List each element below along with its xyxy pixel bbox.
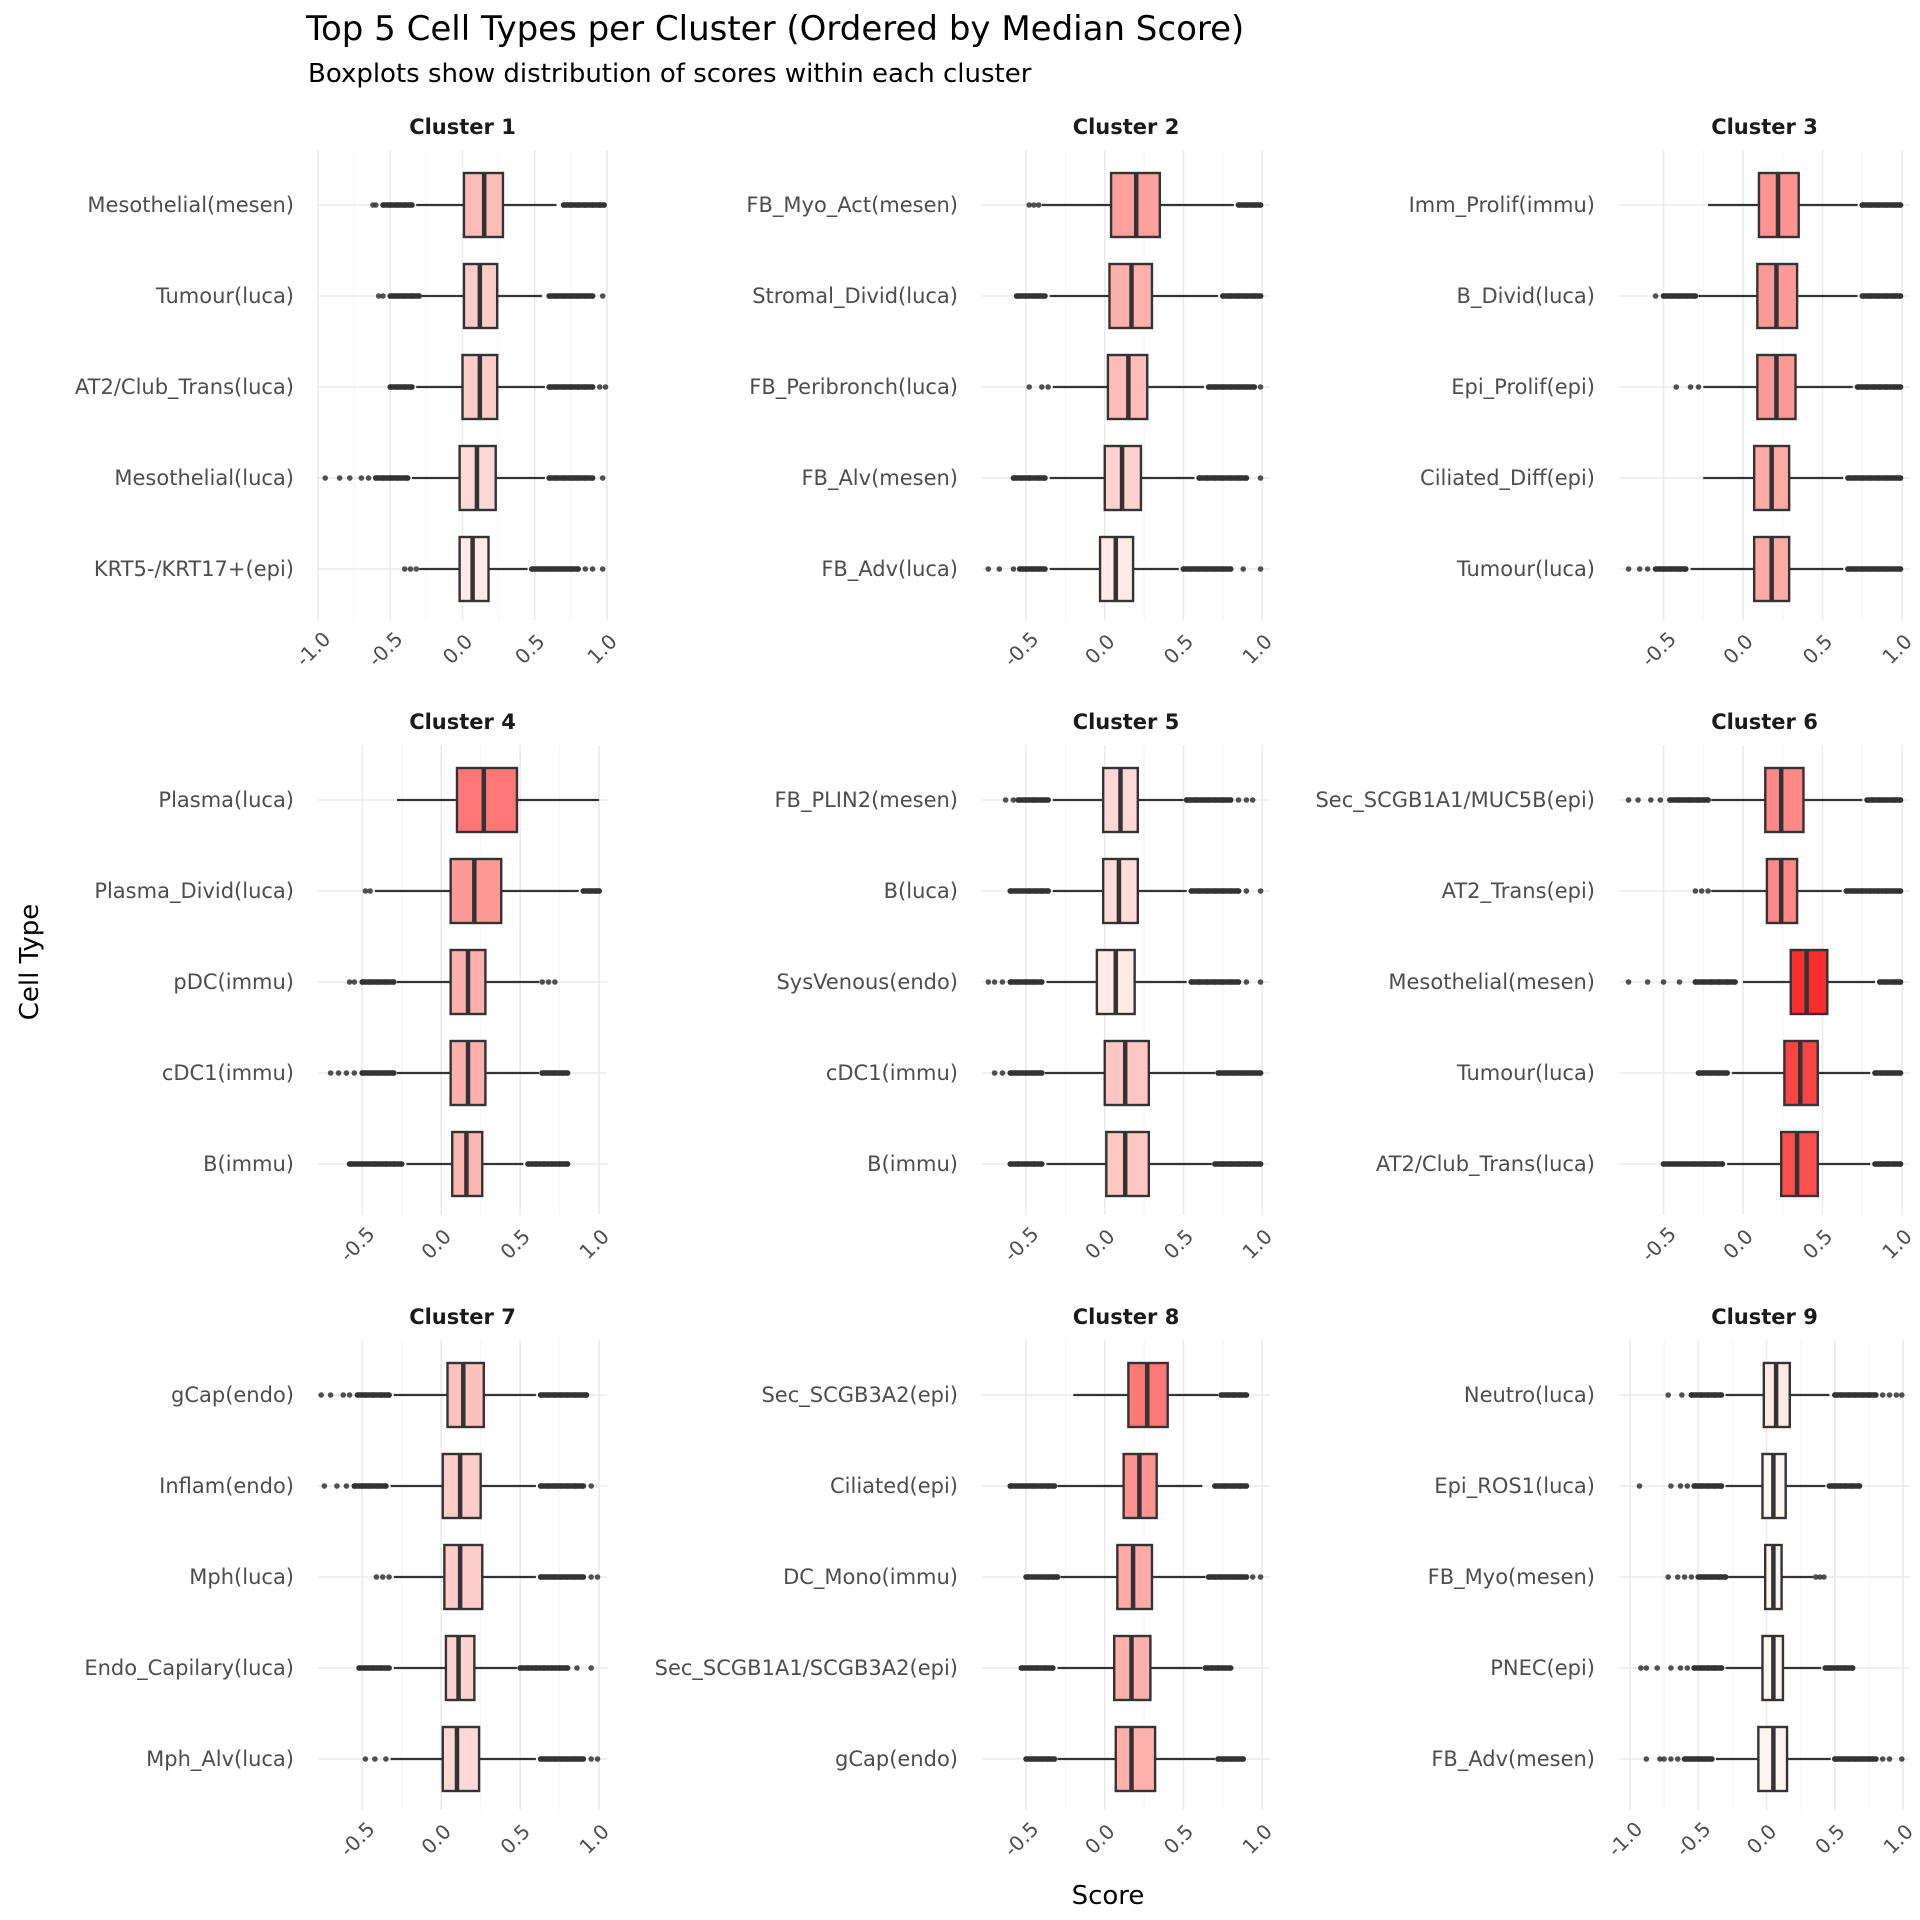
box-Mesothelial(mesen) xyxy=(1388,950,1903,1014)
category-label: DC_Mono(immu) xyxy=(783,1565,958,1589)
x-tick-label: 0.5 xyxy=(495,1224,535,1264)
x-tick-label: 0.5 xyxy=(1797,1224,1838,1264)
x-tick-label: 1.0 xyxy=(1237,1819,1277,1859)
outlier-point xyxy=(344,1070,350,1076)
x-tick-label: -0.5 xyxy=(998,1816,1044,1862)
outlier-point xyxy=(1039,384,1045,390)
outlier-point xyxy=(1240,566,1246,572)
panel-cluster-6 xyxy=(1315,710,1916,1266)
x-tick-label: 0.5 xyxy=(1158,1224,1199,1264)
outlier-point xyxy=(347,979,353,985)
panel-cluster-7 xyxy=(84,1305,614,1861)
box-Ciliated(epi) xyxy=(830,1454,1249,1518)
x-tick-label: 1.0 xyxy=(1237,629,1277,669)
outlier-point xyxy=(322,475,328,481)
category-label: PNEC(epi) xyxy=(1490,1656,1595,1680)
panel-cluster-8 xyxy=(655,1305,1277,1861)
outlier-point xyxy=(1661,979,1667,985)
panel-title: Cluster 1 xyxy=(409,115,516,139)
x-tick-label: 1.0 xyxy=(574,1224,614,1264)
x-axis-label: Score xyxy=(1071,1881,1145,1911)
outlier-point xyxy=(588,1574,594,1580)
outlier-point xyxy=(1236,797,1242,803)
box-SysVenous(endo) xyxy=(776,950,1263,1014)
outlier-point xyxy=(600,293,606,299)
category-label: Mesothelial(mesen) xyxy=(87,193,294,217)
box-gCap(endo) xyxy=(835,1727,1246,1791)
box-Epi_Prolif(epi) xyxy=(1451,355,1903,419)
outlier-point xyxy=(985,979,991,985)
outlier-point xyxy=(552,979,558,985)
x-tick-label: 1.0 xyxy=(1237,1224,1277,1264)
x-tick-label: 0.5 xyxy=(1797,629,1838,669)
category-label: AT2_Trans(epi) xyxy=(1441,879,1595,903)
category-label: Mesothelial(mesen) xyxy=(1388,970,1595,994)
x-tick-label: -0.5 xyxy=(1636,626,1681,672)
x-tick-label: -0.5 xyxy=(334,1816,380,1862)
outlier-point xyxy=(1637,1483,1643,1489)
box-Sec_SCGB1A1/MUC5B(epi) xyxy=(1315,768,1903,832)
outlier-point xyxy=(1668,1483,1674,1489)
outlier-point xyxy=(588,1665,594,1671)
outlier-point xyxy=(1821,1574,1827,1580)
outlier-point xyxy=(595,1574,601,1580)
box-Neutro(luca) xyxy=(1464,1363,1905,1427)
y-axis-label: Cell Type xyxy=(15,903,45,1021)
x-tick-label: 1.0 xyxy=(1878,1819,1918,1859)
x-tick-label: 1.0 xyxy=(1877,1224,1917,1264)
outlier-point xyxy=(1678,1665,1684,1671)
outlier-point xyxy=(997,566,1003,572)
panel-cluster-9 xyxy=(1428,1305,1918,1861)
outlier-point xyxy=(1635,797,1641,803)
panel-cluster-1 xyxy=(75,115,622,671)
outlier-point xyxy=(363,888,369,894)
outlier-point xyxy=(1645,979,1651,985)
outlier-point xyxy=(1887,1392,1893,1398)
x-tick-label: 0.5 xyxy=(1158,1819,1199,1859)
outlier-point xyxy=(408,566,414,572)
panel-title: Cluster 2 xyxy=(1072,115,1180,139)
category-label: cDC1(immu) xyxy=(161,1061,294,1085)
box-iqr xyxy=(444,1545,482,1609)
outlier-point xyxy=(1637,566,1643,572)
outlier-point xyxy=(583,566,589,572)
outlier-point xyxy=(992,979,998,985)
outlier-point xyxy=(1665,1574,1671,1580)
category-label: FB_Peribronch(luca) xyxy=(749,375,958,399)
category-label: Plasma(luca) xyxy=(158,788,294,812)
outlier-point xyxy=(1894,1392,1900,1398)
category-label: Mph(luca) xyxy=(189,1565,294,1589)
category-label: Sec_SCGB1A1/SCGB3A2(epi) xyxy=(654,1656,958,1680)
outlier-point xyxy=(590,566,596,572)
x-tick-label: 0.5 xyxy=(495,1819,535,1859)
outlier-point xyxy=(1673,384,1679,390)
box-iqr xyxy=(443,1727,479,1791)
outlier-point xyxy=(1654,1665,1660,1671)
outlier-point xyxy=(546,979,552,985)
outlier-point xyxy=(1244,888,1250,894)
outlier-point xyxy=(1011,797,1017,803)
category-label: AT2/Club_Trans(luca) xyxy=(74,375,294,399)
box-B(luca) xyxy=(884,859,1264,923)
outlier-point xyxy=(1011,566,1017,572)
x-tick-label: 1.0 xyxy=(1877,629,1917,669)
category-label: B(immu) xyxy=(867,1152,958,1176)
category-label: B(immu) xyxy=(203,1152,294,1176)
outlier-point xyxy=(374,1574,380,1580)
panel-title: Cluster 3 xyxy=(1711,115,1818,139)
outlier-point xyxy=(1668,1665,1674,1671)
outlier-point xyxy=(1668,1756,1674,1762)
outlier-point xyxy=(539,979,545,985)
outlier-point xyxy=(1258,384,1264,390)
outlier-point xyxy=(322,1483,328,1489)
x-tick-label: 0.0 xyxy=(1741,1819,1782,1859)
x-tick-label: -0.5 xyxy=(1671,1816,1716,1862)
category-label: Neutro(luca) xyxy=(1463,1383,1595,1407)
outlier-point xyxy=(366,475,372,481)
category-label: Tumour(luca) xyxy=(1456,557,1595,581)
outlier-point xyxy=(1665,1392,1671,1398)
outlier-point xyxy=(359,475,365,481)
x-tick-label: 0.0 xyxy=(1080,629,1120,669)
x-tick-label: -1.0 xyxy=(290,626,336,672)
outlier-point xyxy=(1880,1756,1886,1762)
category-label: Plasma_Divid(luca) xyxy=(94,879,294,903)
box-Inflam(endo) xyxy=(159,1454,594,1518)
chart-subtitle: Boxplots show distribution of scores within each cluster xyxy=(308,59,1032,89)
x-tick-label: 0.5 xyxy=(1158,629,1199,669)
outlier-point xyxy=(413,566,419,572)
outlier-point xyxy=(1250,1574,1256,1580)
category-label: Tumour(luca) xyxy=(1456,1061,1595,1085)
outlier-point xyxy=(1689,1574,1695,1580)
outlier-point xyxy=(386,1574,392,1580)
outlier-point xyxy=(1026,202,1032,208)
x-tick-label: 0.0 xyxy=(1718,629,1758,669)
x-tick-label: 0.5 xyxy=(510,629,550,669)
outlier-point xyxy=(1880,1392,1886,1398)
category-label: B_Divid(luca) xyxy=(1456,284,1595,308)
outlier-point xyxy=(1626,566,1632,572)
outlier-point xyxy=(603,384,609,390)
box-cDC1(immu) xyxy=(162,1041,571,1105)
outlier-point xyxy=(1696,384,1702,390)
outlier-point xyxy=(347,1392,353,1398)
box-iqr xyxy=(457,768,517,832)
x-tick-label: 0.0 xyxy=(416,1819,456,1859)
box-cDC1(immu) xyxy=(826,1041,1264,1105)
category-label: SysVenous(endo) xyxy=(776,970,958,994)
category-label: FB_PLIN2(mesen) xyxy=(774,788,958,812)
outlier-point xyxy=(985,566,991,572)
outlier-point xyxy=(1679,1392,1685,1398)
box-iqr xyxy=(1765,768,1803,832)
outlier-point xyxy=(1899,1756,1905,1762)
category-label: Sec_SCGB3A2(epi) xyxy=(761,1383,958,1407)
outlier-point xyxy=(347,475,353,481)
outlier-point xyxy=(318,1392,324,1398)
x-tick-label: -0.5 xyxy=(998,1221,1044,1267)
outlier-point xyxy=(1899,1392,1905,1398)
outlier-point xyxy=(334,1483,340,1489)
outlier-point xyxy=(588,1483,594,1489)
outlier-point xyxy=(380,1574,386,1580)
category-label: cDC1(immu) xyxy=(825,1061,958,1085)
outlier-point xyxy=(1003,797,1009,803)
box-iqr xyxy=(1781,1132,1818,1196)
outlier-point xyxy=(1258,566,1264,572)
category-label: Ciliated(epi) xyxy=(830,1474,958,1498)
category-label: FB_Myo(mesen) xyxy=(1427,1565,1595,1589)
panel-title: Cluster 6 xyxy=(1711,710,1818,734)
outlier-point xyxy=(595,1756,601,1762)
outlier-point xyxy=(383,1756,389,1762)
outlier-point xyxy=(1244,797,1250,803)
panel-title: Cluster 9 xyxy=(1711,1305,1818,1329)
outlier-point xyxy=(1675,1756,1681,1762)
box-Mph_Alv(luca) xyxy=(146,1727,600,1791)
outlier-point xyxy=(1658,797,1664,803)
outlier-point xyxy=(344,1483,350,1489)
outlier-point xyxy=(1644,1756,1650,1762)
outlier-point xyxy=(1699,888,1705,894)
outlier-point xyxy=(1000,979,1006,985)
facet-panels xyxy=(75,115,1918,1861)
outlier-point xyxy=(1657,1756,1663,1762)
panel-title: Cluster 7 xyxy=(409,1305,516,1329)
box-iqr xyxy=(1791,950,1828,1014)
outlier-point xyxy=(1045,384,1051,390)
x-tick-label: 0.0 xyxy=(416,1224,456,1264)
outlier-point xyxy=(402,566,408,572)
panel-cluster-5 xyxy=(774,710,1276,1266)
outlier-point xyxy=(588,1756,594,1762)
category-label: Epi_ROS1(luca) xyxy=(1434,1474,1595,1498)
x-tick-label: -1.0 xyxy=(1602,1816,1648,1862)
panel-cluster-4 xyxy=(94,710,614,1266)
outlier-point xyxy=(1682,1574,1688,1580)
outlier-point xyxy=(1688,384,1694,390)
panel-title: Cluster 5 xyxy=(1072,710,1180,734)
box-iqr xyxy=(1116,1727,1155,1791)
outlier-point xyxy=(1258,1574,1264,1580)
outlier-point xyxy=(363,1756,369,1762)
x-tick-label: 0.0 xyxy=(1718,1224,1758,1264)
outlier-point xyxy=(336,1070,342,1076)
x-tick-label: 1.0 xyxy=(574,1819,614,1859)
outlier-point xyxy=(370,202,376,208)
category-label: Endo_Capilary(luca) xyxy=(84,1656,294,1680)
box-Mph(luca) xyxy=(189,1545,600,1609)
outlier-point xyxy=(352,1070,358,1076)
outlier-point xyxy=(1000,1070,1006,1076)
outlier-point xyxy=(376,293,382,299)
box-FB_Alv(mesen) xyxy=(801,446,1263,510)
category-label: FB_Myo_Act(mesen) xyxy=(746,193,958,217)
outlier-point xyxy=(1644,1665,1650,1671)
box-iqr xyxy=(1106,1132,1148,1196)
category-label: Mesothelial(luca) xyxy=(114,466,294,490)
category-label: B(luca) xyxy=(883,879,958,903)
panel-title: Cluster 4 xyxy=(409,710,516,734)
chart-title: Top 5 Cell Types per Cluster (Ordered by Median Score) xyxy=(306,9,1245,49)
outlier-point xyxy=(1677,979,1683,985)
category-label: FB_Adv(mesen) xyxy=(1431,1747,1595,1771)
x-tick-label: -0.5 xyxy=(1636,1221,1681,1267)
outlier-point xyxy=(574,1665,580,1671)
category-label: Ciliated_Diff(epi) xyxy=(1420,466,1595,490)
outlier-point xyxy=(1258,979,1264,985)
category-label: Stromal_Divid(luca) xyxy=(752,284,958,308)
outlier-point xyxy=(1685,1665,1691,1671)
category-label: gCap(endo) xyxy=(171,1383,294,1407)
x-tick-label: 1.0 xyxy=(582,629,622,669)
outlier-point xyxy=(1685,1483,1691,1489)
outlier-point xyxy=(1887,1756,1893,1762)
category-label: KRT5-/KRT17+(epi) xyxy=(93,557,294,581)
outlier-point xyxy=(1675,1574,1681,1580)
outlier-point xyxy=(337,475,343,481)
box-Mesothelial(luca) xyxy=(114,446,605,510)
x-tick-label: 0.0 xyxy=(437,629,478,669)
outlier-point xyxy=(1653,293,1659,299)
category-label: FB_Adv(luca) xyxy=(821,557,958,581)
outlier-point xyxy=(597,384,603,390)
box-gCap(endo) xyxy=(171,1363,589,1427)
box-B(immu) xyxy=(203,1132,570,1196)
panel-cluster-3 xyxy=(1409,115,1917,671)
outlier-point xyxy=(328,1070,334,1076)
category-label: Mph_Alv(luca) xyxy=(146,1747,294,1771)
category-label: gCap(endo) xyxy=(835,1747,958,1771)
category-label: pDC(immu) xyxy=(173,970,294,994)
outlier-point xyxy=(1638,1665,1644,1671)
outlier-point xyxy=(1693,888,1699,894)
category-label: Imm_Prolif(immu) xyxy=(1408,193,1595,217)
category-label: Tumour(luca) xyxy=(155,284,294,308)
outlier-point xyxy=(1626,979,1632,985)
outlier-point xyxy=(1258,888,1264,894)
outlier-point xyxy=(328,1392,334,1398)
box-pDC(immu) xyxy=(173,950,557,1014)
x-tick-label: -0.5 xyxy=(334,1221,380,1267)
outlier-point xyxy=(600,475,606,481)
category-label: Sec_SCGB1A1/MUC5B(epi) xyxy=(1315,788,1595,812)
outlier-point xyxy=(340,1392,346,1398)
outlier-point xyxy=(1678,1483,1684,1489)
outlier-point xyxy=(1026,384,1032,390)
category-label: Inflam(endo) xyxy=(159,1474,294,1498)
box-Tumour(luca) xyxy=(155,264,606,328)
outlier-point xyxy=(1626,797,1632,803)
x-tick-label: -0.5 xyxy=(998,626,1044,672)
outlier-point xyxy=(600,566,606,572)
x-tick-label: 0.0 xyxy=(1080,1224,1120,1264)
outlier-point xyxy=(1705,888,1711,894)
box-Tumour(luca) xyxy=(1456,537,1903,601)
x-tick-label: 0.0 xyxy=(1080,1819,1120,1859)
outlier-point xyxy=(1244,979,1250,985)
x-tick-label: -0.5 xyxy=(363,626,408,672)
category-label: FB_Alv(mesen) xyxy=(801,466,958,490)
outlier-point xyxy=(1258,475,1264,481)
outlier-point xyxy=(992,1070,998,1076)
category-label: AT2/Club_Trans(luca) xyxy=(1375,1152,1595,1176)
box-Sec_SCGB1A1/SCGB3A2(epi) xyxy=(655,1636,1234,1700)
box-iqr xyxy=(447,1363,483,1427)
outlier-point xyxy=(1645,566,1651,572)
outlier-point xyxy=(1250,797,1256,803)
x-tick-label: 0.5 xyxy=(1810,1819,1850,1859)
panel-title: Cluster 8 xyxy=(1072,1305,1180,1329)
outlier-point xyxy=(372,1756,378,1762)
box-FB_Adv(luca) xyxy=(821,537,1263,601)
category-label: Epi_Prolif(epi) xyxy=(1451,375,1595,399)
box-B_Divid(luca) xyxy=(1457,264,1904,328)
panel-cluster-2 xyxy=(746,115,1277,671)
outlier-point xyxy=(1648,797,1654,803)
